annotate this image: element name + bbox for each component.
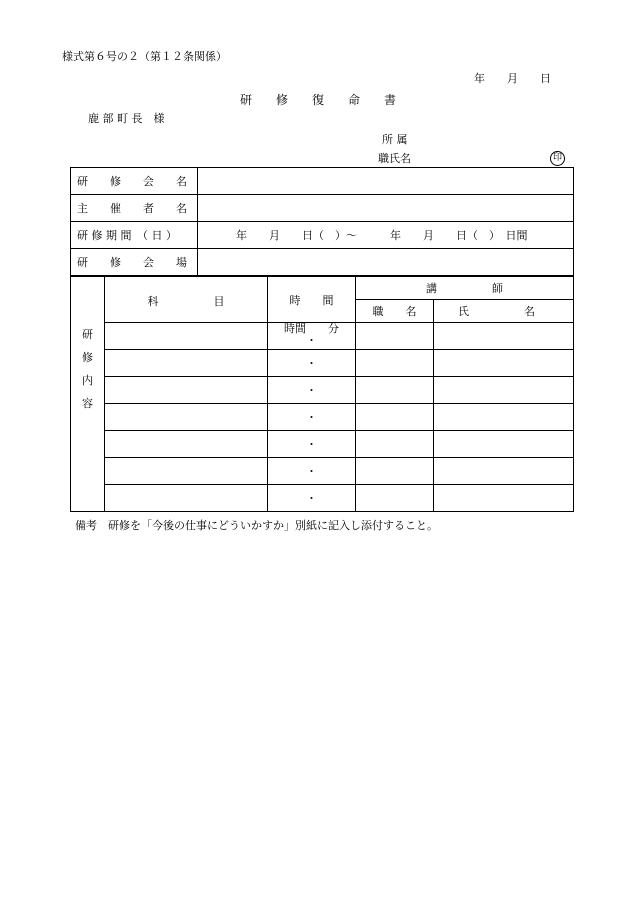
affiliation-label: 所 属 (382, 133, 408, 146)
time-cell[interactable] (268, 350, 356, 377)
page-title: 研 修 復 命 書 (240, 93, 397, 107)
name-cell[interactable] (434, 458, 574, 485)
period-field[interactable] (198, 222, 574, 249)
table-row (71, 485, 574, 512)
time-dot: ・ (306, 465, 317, 478)
time-dot: ・ (306, 334, 317, 347)
subject-cell[interactable] (105, 323, 268, 350)
subject-cell[interactable] (105, 404, 268, 431)
position-cell[interactable] (356, 404, 434, 431)
content-side-label: 研 修 内 容 (71, 277, 105, 512)
seal-icon: 印 (550, 150, 565, 166)
period-value: 年 月 日（ ）～ 年 月 日（ ） 日間 (236, 229, 528, 242)
row-venue (71, 249, 574, 276)
time-dot: ・ (306, 411, 317, 424)
name-cell[interactable] (434, 485, 574, 512)
position-cell[interactable] (356, 485, 434, 512)
form-number: 様式第６号の２（第１２条関係） (62, 50, 227, 63)
subject-cell[interactable] (105, 431, 268, 458)
table-row (71, 350, 574, 377)
position-cell[interactable] (356, 431, 434, 458)
row-period (71, 222, 574, 249)
table-row (71, 431, 574, 458)
subject-header: 科 目 (105, 277, 268, 323)
subject-cell[interactable] (105, 350, 268, 377)
time-cell[interactable] (268, 323, 356, 350)
time-dot: ・ (306, 384, 317, 397)
time-cell[interactable] (268, 377, 356, 404)
info-table (70, 167, 574, 276)
table-row (71, 404, 574, 431)
course-name-field[interactable] (198, 168, 574, 195)
table-row (71, 323, 574, 350)
position-cell[interactable] (356, 323, 434, 350)
content-table (70, 276, 574, 512)
subject-cell[interactable] (105, 377, 268, 404)
instructor-header: 講 師 (356, 277, 574, 300)
time-cell[interactable] (268, 404, 356, 431)
venue-label: 研 修 会 場 (77, 256, 187, 269)
time-dot: ・ (306, 492, 317, 505)
date-line: 年 月 日 (474, 72, 551, 85)
organizer-label: 主 催 者 名 (77, 202, 187, 215)
time-dot: ・ (306, 438, 317, 451)
row-course-name (71, 168, 574, 195)
table-row (71, 377, 574, 404)
remarks-note: 備考 研修を「今後の仕事にどういかすか」別紙に記入し添付すること。 (75, 519, 438, 532)
table-row (71, 458, 574, 485)
name-label: 職氏名 (378, 152, 411, 165)
course-name-label: 研 修 会 名 (77, 175, 187, 188)
time-unit: 時間 分 (284, 322, 339, 335)
name-cell[interactable] (434, 377, 574, 404)
name-cell[interactable] (434, 323, 574, 350)
position-cell[interactable] (356, 377, 434, 404)
period-label: 研 修 期 間 （ 日 ） (77, 229, 177, 242)
time-cell[interactable] (268, 431, 356, 458)
subject-cell[interactable] (105, 458, 268, 485)
time-cell[interactable] (268, 458, 356, 485)
name-cell[interactable] (434, 404, 574, 431)
time-dot: ・ (306, 357, 317, 370)
row-organizer (71, 195, 574, 222)
time-cell[interactable] (268, 485, 356, 512)
organizer-field[interactable] (198, 195, 574, 222)
subject-cell[interactable] (105, 485, 268, 512)
name-cell[interactable] (434, 350, 574, 377)
position-header: 職 名 (356, 300, 434, 323)
position-cell[interactable] (356, 458, 434, 485)
position-cell[interactable] (356, 350, 434, 377)
name-header: 氏 名 (434, 300, 574, 323)
venue-field[interactable] (198, 249, 574, 276)
addressee: 鹿 部 町 長 様 (88, 112, 165, 125)
time-header: 時 間 (268, 277, 356, 323)
name-cell[interactable] (434, 431, 574, 458)
